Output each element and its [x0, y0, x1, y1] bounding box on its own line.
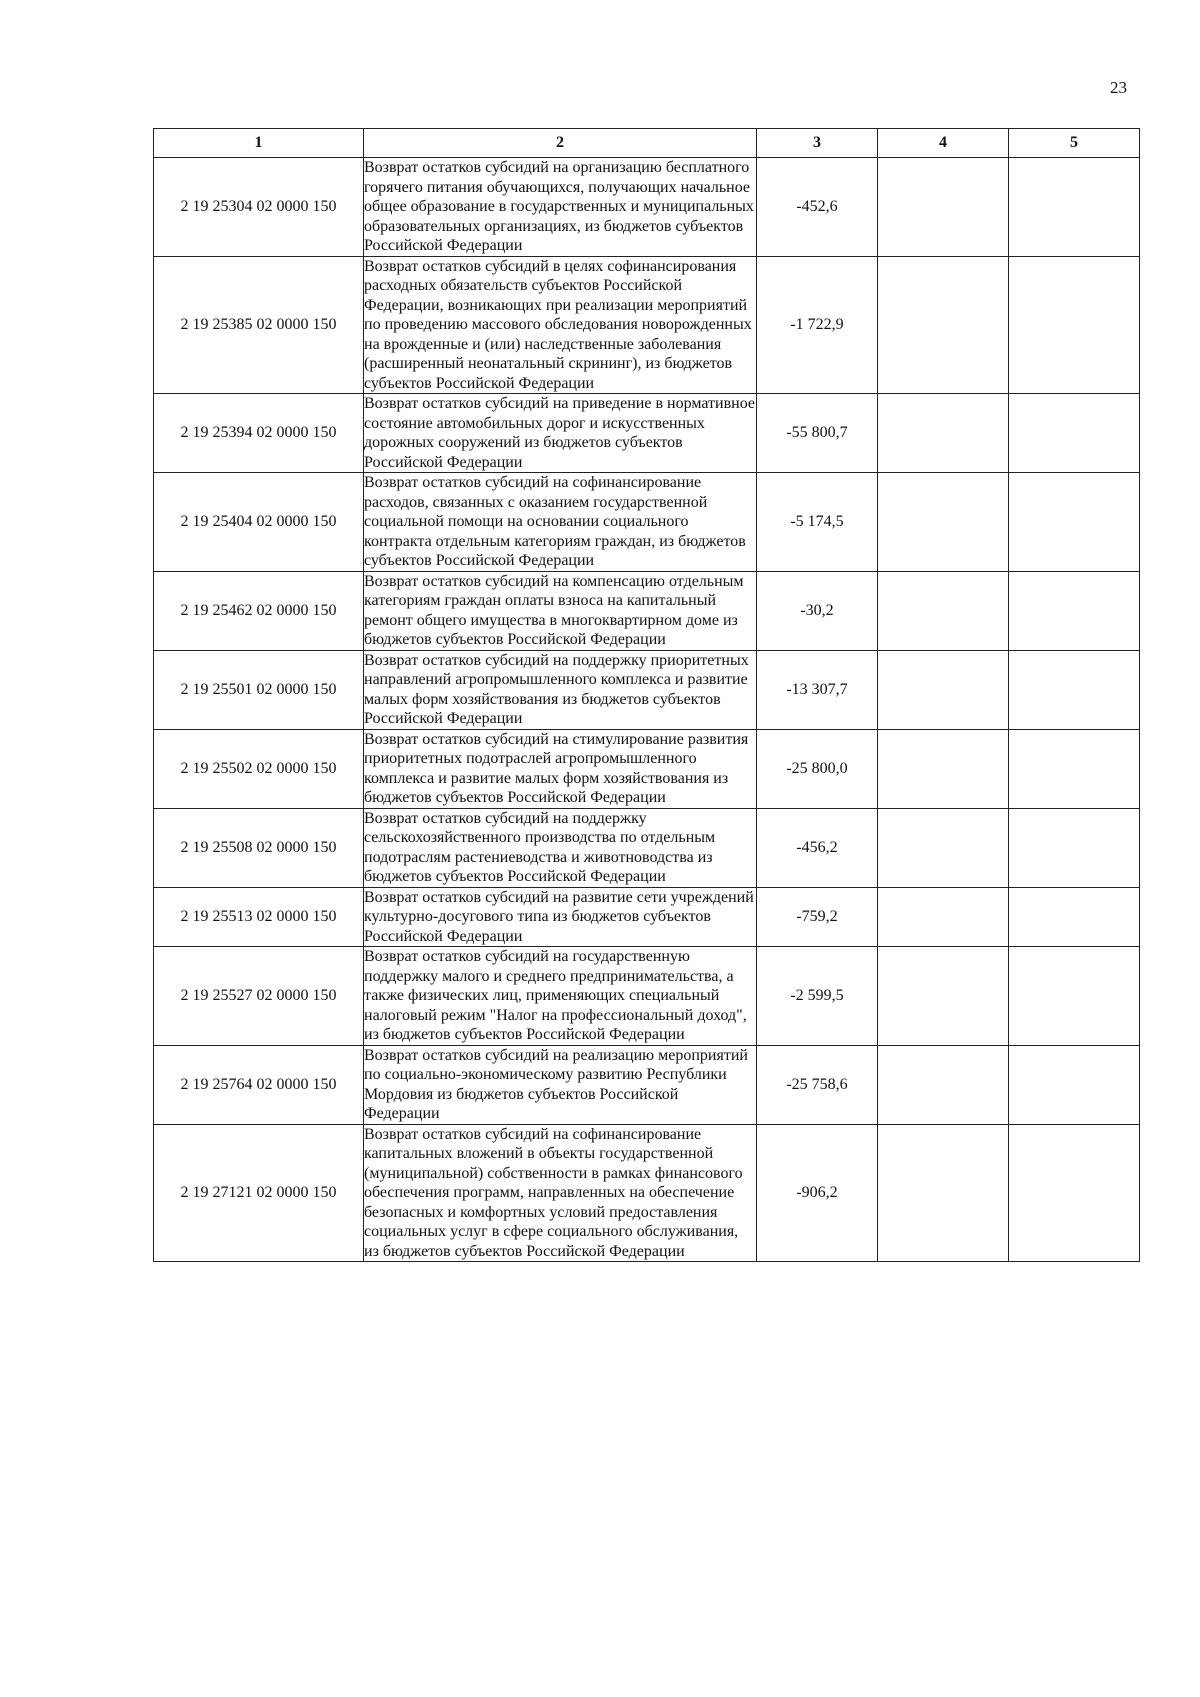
column-header-4: 4: [878, 129, 1009, 158]
row-col5: [1009, 729, 1140, 808]
row-col5: [1009, 808, 1140, 887]
budget-code: 2 19 25501 02 0000 150: [154, 650, 364, 729]
row-description: Возврат остатков субсидий на поддержку сельскохозяйственного производства по отдельным подотраслям растениеводства и животноводства из бюджетов субъектов Российской Федерации: [364, 808, 757, 887]
budget-code: 2 19 25513 02 0000 150: [154, 887, 364, 947]
column-header-1: 1: [154, 129, 364, 158]
budget-code: 2 19 25508 02 0000 150: [154, 808, 364, 887]
row-description: Возврат остатков субсидий на реализацию мероприятий по социально-экономическому развитию Республики Мордовия из бюджетов субъектов Российской Федерации: [364, 1045, 757, 1124]
row-description: Возврат остатков субсидий на государственную поддержку малого и среднего предпринимательства, а также физических лиц, применяющих специальный налоговый режим "Налог на профессиональный доход", из бюджетов субъектов Российской Федерации: [364, 947, 757, 1046]
row-description: Возврат остатков субсидий на поддержку приоритетных направлений агропромышленного комплекса и развитие малых форм хозяйствования из бюджетов субъектов Российской Федерации: [364, 650, 757, 729]
row-col5: [1009, 1124, 1140, 1262]
row-col4: [878, 947, 1009, 1046]
row-col4: [878, 650, 1009, 729]
row-amount: -5 174,5: [757, 473, 878, 572]
row-col4: [878, 1045, 1009, 1124]
row-amount: -25 758,6: [757, 1045, 878, 1124]
table-row: [154, 394, 1140, 473]
budget-code: 2 19 25394 02 0000 150: [154, 394, 364, 473]
row-col4: [878, 571, 1009, 650]
budget-code: 2 19 27121 02 0000 150: [154, 1124, 364, 1262]
table-row: [154, 571, 1140, 650]
row-col4: [878, 256, 1009, 394]
page-number: 23: [1110, 78, 1127, 97]
budget-table: [153, 128, 1140, 1262]
row-col5: [1009, 650, 1140, 729]
table-row: [154, 729, 1140, 808]
row-col5: [1009, 947, 1140, 1046]
budget-code: 2 19 25304 02 0000 150: [154, 158, 364, 257]
row-amount: -2 599,5: [757, 947, 878, 1046]
row-description: Возврат остатков субсидий на софинансирование капитальных вложений в объекты государственной (муниципальной) собственности в рамках финансового обеспечения программ, направленных на обеспечение безопасных и комфортных условий предоставления социальных услуг в сфере социального обслуживания, из бюджетов субъектов Российской Федерации: [364, 1124, 757, 1262]
row-description: Возврат остатков субсидий на организацию бесплатного горячего питания обучающихся, получающих начальное общее образование в государственных и муниципальных образовательных организациях, из бюджетов субъектов Российской Федерации: [364, 158, 757, 257]
row-col4: [878, 887, 1009, 947]
budget-code: 2 19 25385 02 0000 150: [154, 256, 364, 394]
row-col4: [878, 158, 1009, 257]
row-amount: -13 307,7: [757, 650, 878, 729]
row-col5: [1009, 473, 1140, 572]
column-header-2: 2: [364, 129, 757, 158]
budget-code: 2 19 25502 02 0000 150: [154, 729, 364, 808]
table-row: [154, 650, 1140, 729]
row-col5: [1009, 1045, 1140, 1124]
row-description: Возврат остатков субсидий на приведение в нормативное состояние автомобильных дорог и искусственных дорожных сооружений из бюджетов субъектов Российской Федерации: [364, 395, 756, 471]
budget-code: 2 19 25404 02 0000 150: [154, 473, 364, 572]
row-amount: -452,6: [757, 158, 878, 257]
table-row: [154, 947, 1140, 1046]
table-row: [154, 808, 1140, 887]
row-col5: [1009, 256, 1140, 394]
row-amount: -1 722,9: [757, 256, 878, 394]
table-row: [154, 1045, 1140, 1124]
row-col4: [878, 1124, 1009, 1262]
table-row: [154, 256, 1140, 394]
row-col4: [878, 473, 1009, 572]
row-description: Возврат остатков субсидий на компенсацию отдельным категориям граждан оплаты взноса на капитальный ремонт общего имущества в многоквартирном доме из бюджетов субъектов Российской Федерации: [364, 571, 757, 650]
column-header-5: 5: [1009, 129, 1140, 158]
row-amount: -25 800,0: [757, 729, 878, 808]
row-description: Возврат остатков субсидий в целях софинансирования расходных обязательств субъектов Российской Федерации, возникающих при реализации мероприятий по проведению массового обследования новорожденных на врожденные и (или) наследственные заболевания (расширенный неонатальный скрининг), из бюджетов субъектов Российской Федерации: [364, 256, 757, 394]
row-amount: -456,2: [757, 808, 878, 887]
row-col5: [1009, 394, 1140, 473]
row-amount: -906,2: [757, 1124, 878, 1262]
header-row: [154, 129, 1140, 158]
budget-code: 2 19 25527 02 0000 150: [154, 947, 364, 1046]
row-col4: [878, 808, 1009, 887]
table-row: [154, 158, 1140, 257]
row-col5: [1009, 158, 1140, 257]
row-description: Возврат остатков субсидий на стимулирование развития приоритетных подотраслей агропромышленного комплекса и развитие малых форм хозяйствования из бюджетов субъектов Российской Федерации: [364, 729, 757, 808]
budget-code: 2 19 25764 02 0000 150: [154, 1045, 364, 1124]
column-header-3: 3: [757, 129, 878, 158]
row-description: Возврат остатков субсидий на развитие сети учреждений культурно-досугового типа из бюджетов субъектов Российской Федерации: [364, 887, 757, 947]
row-description: Возврат остатков субсидий на софинансирование расходов, связанных с оказанием государственной социальной помощи на основании социального контракта отдельным категориям граждан, из бюджетов субъектов Российской Федерации: [364, 473, 757, 572]
row-amount: -30,2: [757, 571, 878, 650]
table-row: [154, 473, 1140, 572]
table-row: [154, 887, 1140, 947]
row-amount: -759,2: [757, 887, 878, 947]
row-col5: [1009, 571, 1140, 650]
budget-code: 2 19 25462 02 0000 150: [154, 571, 364, 650]
row-col4: [878, 729, 1009, 808]
row-col5: [1009, 887, 1140, 947]
row-col4: [878, 394, 1009, 473]
table-row: [154, 1124, 1140, 1262]
row-amount: -55 800,7: [757, 394, 878, 473]
